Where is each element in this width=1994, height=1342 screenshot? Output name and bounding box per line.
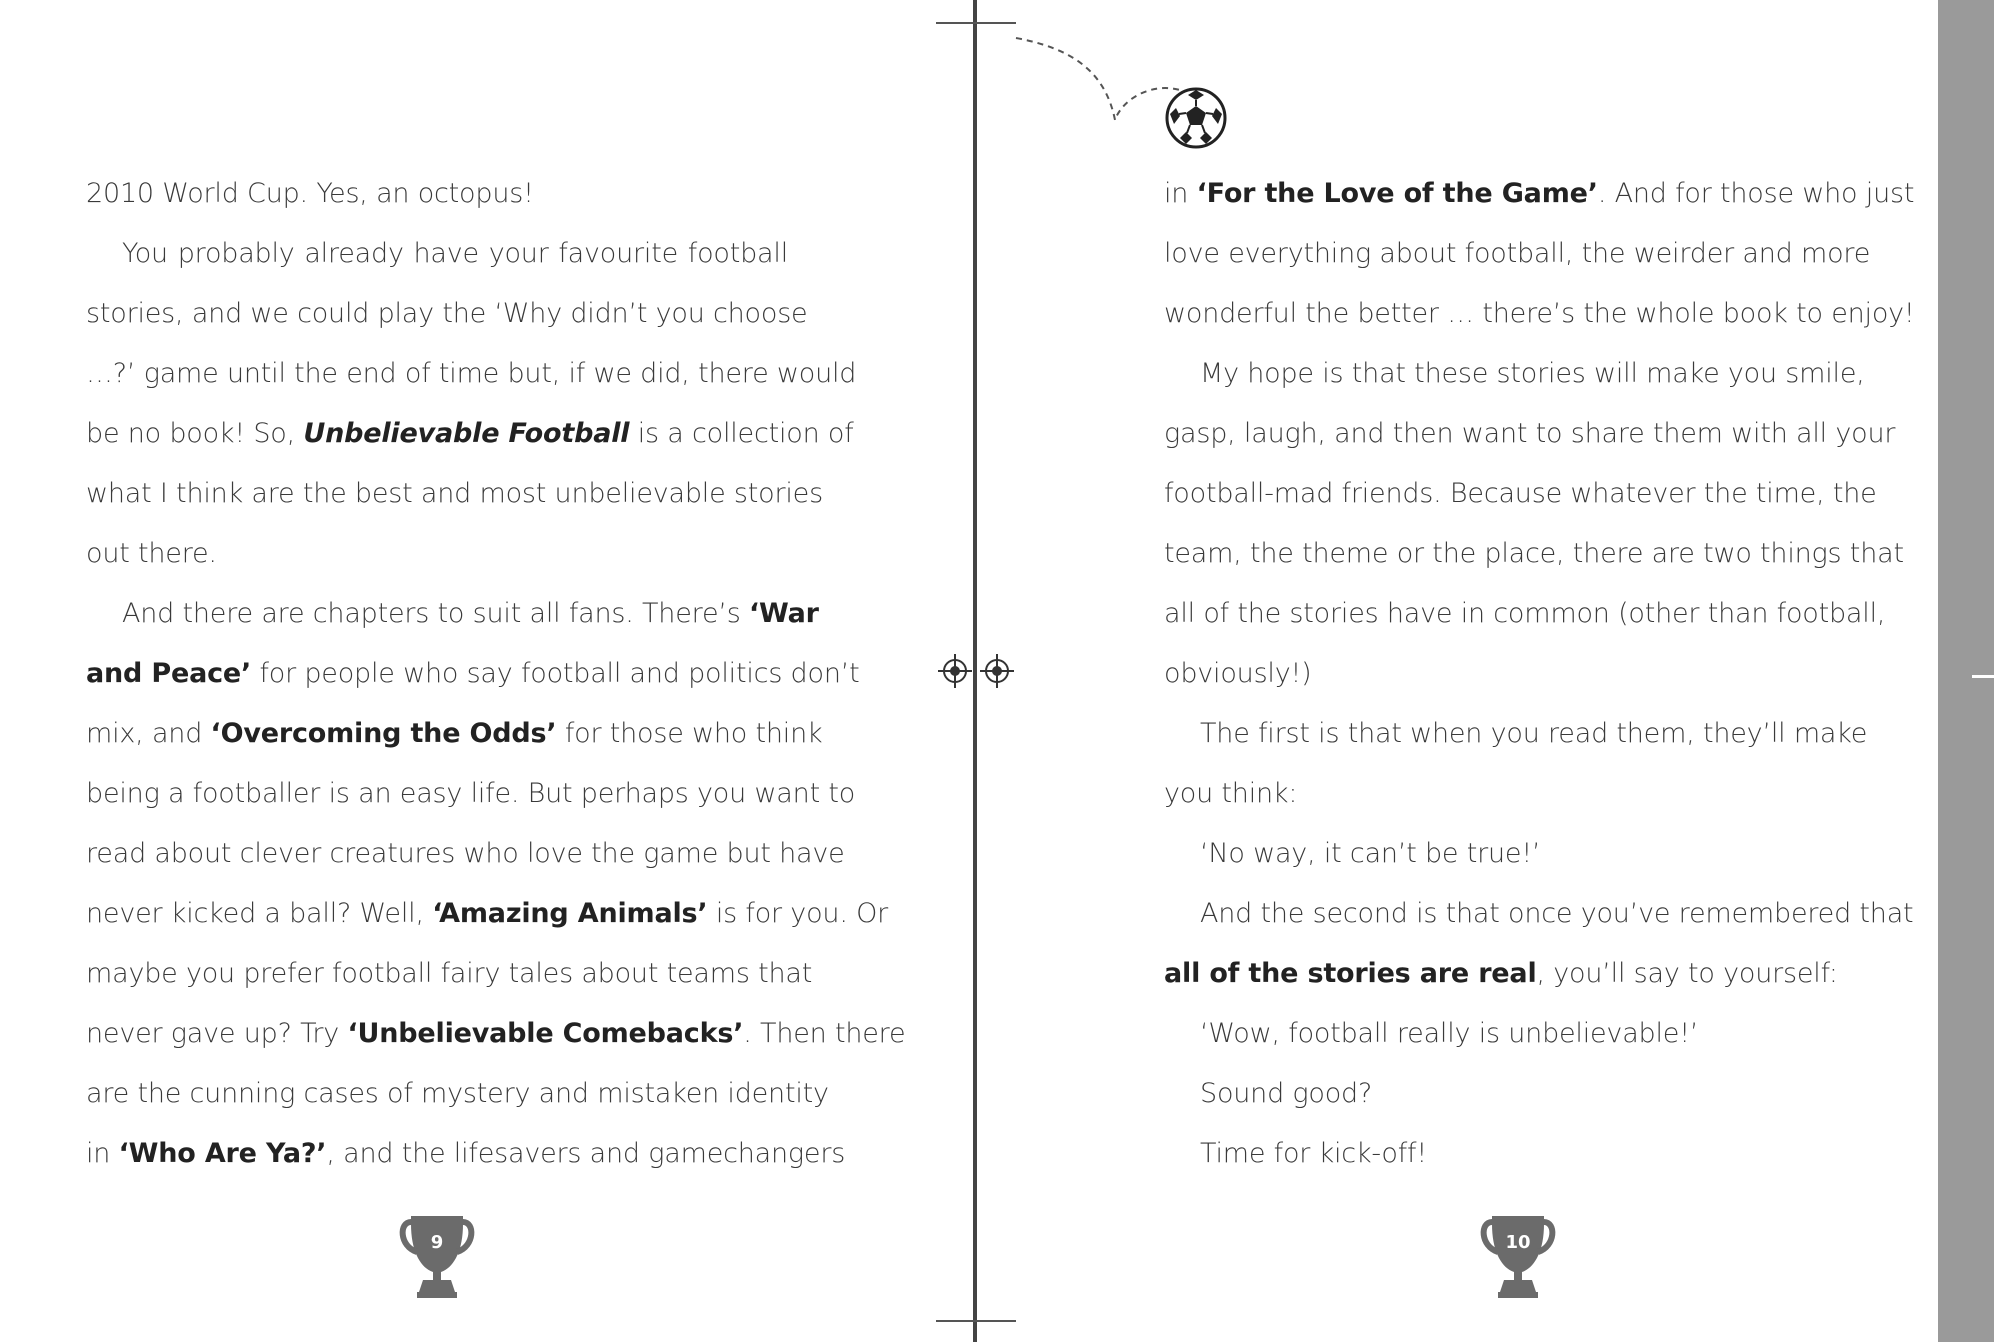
page-number: 10 xyxy=(1505,1232,1531,1253)
page-number-badge xyxy=(1478,1212,1558,1302)
text-line: You probably already have your favourite football xyxy=(122,238,788,269)
text-line: My hope is that these stories will make you smile, xyxy=(1200,358,1865,389)
text-line: in ‘For the Love of the Game’. And for those who just xyxy=(1164,178,1915,209)
text-line: all of the stories have in common (other than football, xyxy=(1164,598,1886,629)
text-line: obviously!) xyxy=(1164,658,1312,689)
page-edge xyxy=(1938,0,1994,1342)
chapter-title: ‘For the Love of the Game’ xyxy=(1196,178,1598,209)
chapter-title: ‘War xyxy=(748,598,819,629)
text-line: And there are chapters to suit all fans. There’s ‘War xyxy=(122,598,819,629)
text-line: stories, and we could play the ‘Why didn’t you choose xyxy=(86,298,808,329)
text-line: are the cunning cases of mystery and mistaken identity xyxy=(86,1078,829,1109)
chapter-title: ‘Overcoming the Odds’ xyxy=(210,718,557,749)
text-line: all of the stories are real, you’ll say to yourself: xyxy=(1164,958,1838,989)
text-line: The first is that when you read them, they’ll make xyxy=(1200,718,1868,749)
text-line: never kicked a ball? Well, ‘Amazing Animals’ is for you. Or xyxy=(86,898,889,929)
chapter-title: ‘Unbelievable Comebacks’ xyxy=(347,1018,744,1049)
right-page-text xyxy=(1164,164,1915,1184)
text-line: Time for kick-off! xyxy=(1200,1138,1427,1169)
text-line: out there. xyxy=(86,538,217,569)
text-line: And the second is that once you’ve remembered that xyxy=(1200,898,1914,929)
text-line: wonderful the better … there’s the whole book to enjoy! xyxy=(1164,298,1915,329)
text-line: 2010 World Cup. Yes, an octopus! xyxy=(86,178,534,209)
chapter-title: ‘Who Are Ya?’ xyxy=(118,1138,327,1169)
edge-notch xyxy=(1972,675,1994,678)
page-number-badge xyxy=(397,1212,477,1302)
text-line: ‘No way, it can’t be true!’ xyxy=(1200,838,1541,869)
text-line: be no book! So, Unbelievable Football is a collection of xyxy=(86,418,854,449)
text-line: you think: xyxy=(1164,778,1298,809)
trophy-icon xyxy=(397,1212,477,1302)
text-line: being a footballer is an easy life. But perhaps you want to xyxy=(86,778,856,809)
page-number: 9 xyxy=(430,1232,444,1253)
text-line: Sound good? xyxy=(1200,1078,1373,1109)
text-line: maybe you prefer football fairy tales about teams that xyxy=(86,958,813,989)
text-line: read about clever creatures who love the game but have xyxy=(86,838,845,869)
chapter-title: and Peace’ xyxy=(86,658,252,689)
text-line: in ‘Who Are Ya?’, and the lifesavers and gamechangers xyxy=(86,1138,846,1169)
book-title: Unbelievable Football xyxy=(303,418,630,449)
emphasis-text: all of the stories are real xyxy=(1164,958,1537,989)
text-line: gasp, laugh, and then want to share them with all your xyxy=(1164,418,1896,449)
trophy-icon xyxy=(1478,1212,1558,1302)
text-line: mix, and ‘Overcoming the Odds’ for those who think xyxy=(86,718,823,749)
registration-mark-icon xyxy=(938,654,972,688)
text-line: and Peace’ for people who say football and politics don’t xyxy=(86,658,860,689)
text-line: love everything about football, the weirder and more xyxy=(1164,238,1871,269)
text-line: …?’ game until the end of time but, if we did, there would xyxy=(86,358,857,389)
text-line: ‘Wow, football really is unbelievable!’ xyxy=(1200,1018,1699,1049)
left-page xyxy=(0,0,976,1342)
left-page-text xyxy=(86,164,906,1184)
text-line: what I think are the best and most unbelievable stories xyxy=(86,478,823,509)
right-page xyxy=(976,0,1938,1342)
text-line: team, the theme or the place, there are two things that xyxy=(1164,538,1904,569)
chapter-title: ‘Amazing Animals’ xyxy=(432,898,708,929)
text-line: never gave up? Try ‘Unbelievable Comebacks’. Then there xyxy=(86,1018,906,1049)
text-line: football-mad friends. Because whatever the time, the xyxy=(1164,478,1877,509)
